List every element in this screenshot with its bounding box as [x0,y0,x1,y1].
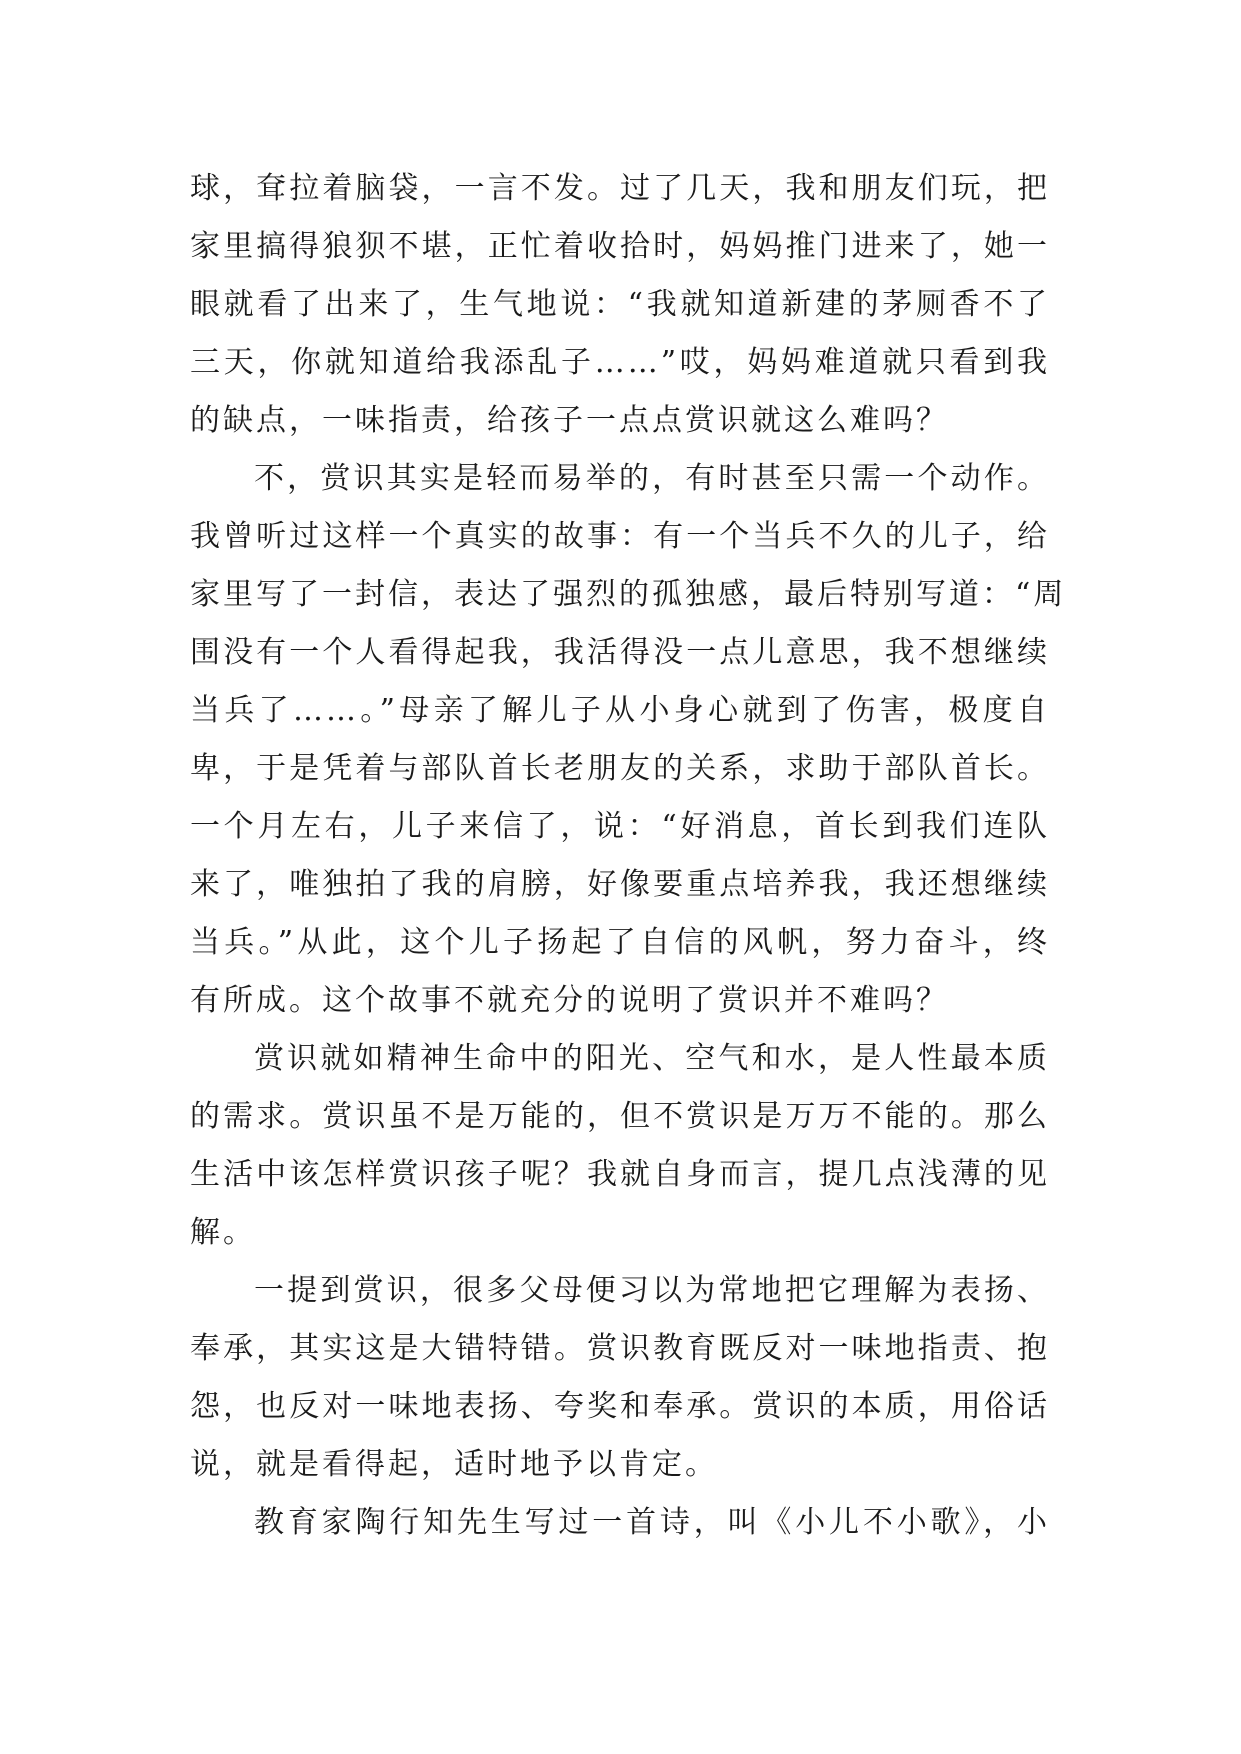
text-line: 一个月左右，儿子来信了，说：“好消息，首长到我们连队 [190,809,1050,844]
text-line: 赏识就如精神生命中的阳光、空气和水，是人性最本质 [254,1041,1050,1076]
text-line: 奉承，其实这是大错特错。赏识教育既反对一味地指责、抱 [190,1331,1050,1366]
text-line: 家里写了一封信，表达了强烈的孤独感，最后特别写道：“周 [190,577,1067,612]
text-line: 怨，也反对一味地表扬、夸奖和奉承。赏识的本质，用俗话 [190,1389,1050,1424]
text-line: 一提到赏识，很多父母便习以为常地把它理解为表扬、 [254,1273,1050,1308]
text-line: 当兵了……。”母亲了解儿子从小身心就到了伤害，极度自 [190,693,1050,728]
text-line: 解。 [190,1215,256,1250]
text-line: 教育家陶行知先生写过一首诗，叫《小儿不小歌》，小 [254,1505,1050,1540]
paragraph-3 [190,1030,1050,1262]
text-line: 围没有一个人看得起我，我活得没一点儿意思，我不想继续 [190,635,1050,670]
text-line: 球，耷拉着脑袋，一言不发。过了几天，我和朋友们玩，把 [190,171,1050,206]
text-line: 当兵。”从此，这个儿子扬起了自信的风帆，努力奋斗，终 [190,925,1050,960]
body-text [190,160,1067,1552]
text-line: 卑，于是凭着与部队首长老朋友的关系，求助于部队首长。 [190,751,1050,786]
text-line: 不，赏识其实是轻而易举的，有时甚至只需一个动作。 [254,461,1050,496]
paragraph-2 [190,450,1067,1030]
paragraph-4 [190,1262,1050,1494]
text-line: 有所成。这个故事不就充分的说明了赏识并不难吗？ [190,983,949,1018]
text-line: 生活中该怎样赏识孩子呢？我就自身而言，提几点浅薄的见 [190,1157,1050,1192]
text-line: 的缺点，一味指责，给孩子一点点赏识就这么难吗？ [190,403,949,438]
text-line: 我曾听过这样一个真实的故事：有一个当兵不久的儿子，给 [190,519,1050,554]
text-line: 三天，你就知道给我添乱子……”哎，妈妈难道就只看到我 [190,345,1050,380]
text-line: 眼就看了出来了，生气地说：“我就知道新建的茅厕香不了 [190,287,1050,322]
text-line: 的需求。赏识虽不是万能的，但不赏识是万万不能的。那么 [190,1099,1050,1134]
text-line: 来了，唯独拍了我的肩膀，好像要重点培养我，我还想继续 [190,867,1050,902]
paragraph-1 [190,160,1050,450]
text-line: 说，就是看得起，适时地予以肯定。 [190,1447,718,1482]
text-line: 家里搞得狼狈不堪，正忙着收拾时，妈妈推门进来了，她一 [190,229,1050,264]
paragraph-5 [190,1494,1050,1552]
